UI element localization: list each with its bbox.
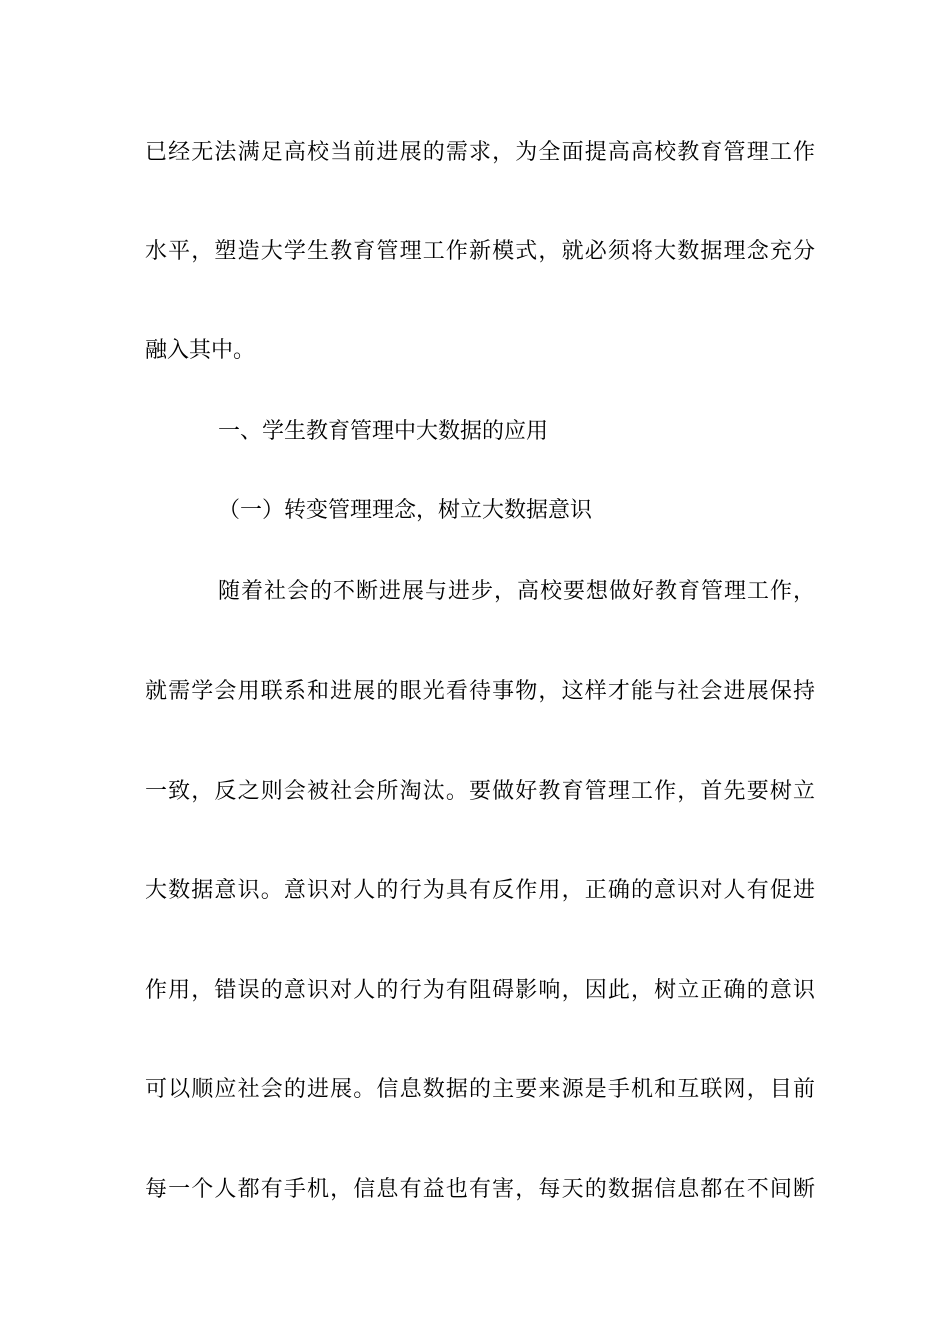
subsection-heading: （一）转变管理理念，树立大数据意识 [218,498,593,523]
paragraph-line: 随着社会的不断进展与进步，高校要想做好教育管理工作， [218,579,815,604]
text-line: 已经无法满足高校当前进展的需求，为全面提高高校教育管理工作 [145,140,815,165]
paragraph-line: 大数据意识。意识对人的行为具有反作用，正确的意识对人有促进 [145,878,815,903]
paragraph-line: 每一个人都有手机，信息有益也有害，每天的数据信息都在不间断 [145,1177,815,1202]
text-line: 水平，塑造大学生教育管理工作新模式，就必须将大数据理念充分 [145,239,815,264]
paragraph-line: 作用，错误的意识对人的行为有阻碍影响，因此，树立正确的意识 [145,978,815,1003]
paragraph-line: 一致，反之则会被社会所淘汰。要做好教育管理工作，首先要树立 [145,779,815,804]
paragraph-line: 可以顺应社会的进展。信息数据的主要来源是手机和互联网，目前 [145,1077,815,1102]
text-line: 融入其中。 [145,338,256,363]
section-heading: 一、学生教育管理中大数据的应用 [218,419,549,444]
paragraph-line: 就需学会用联系和进展的眼光看待事物，这样才能与社会进展保持 [145,679,815,704]
